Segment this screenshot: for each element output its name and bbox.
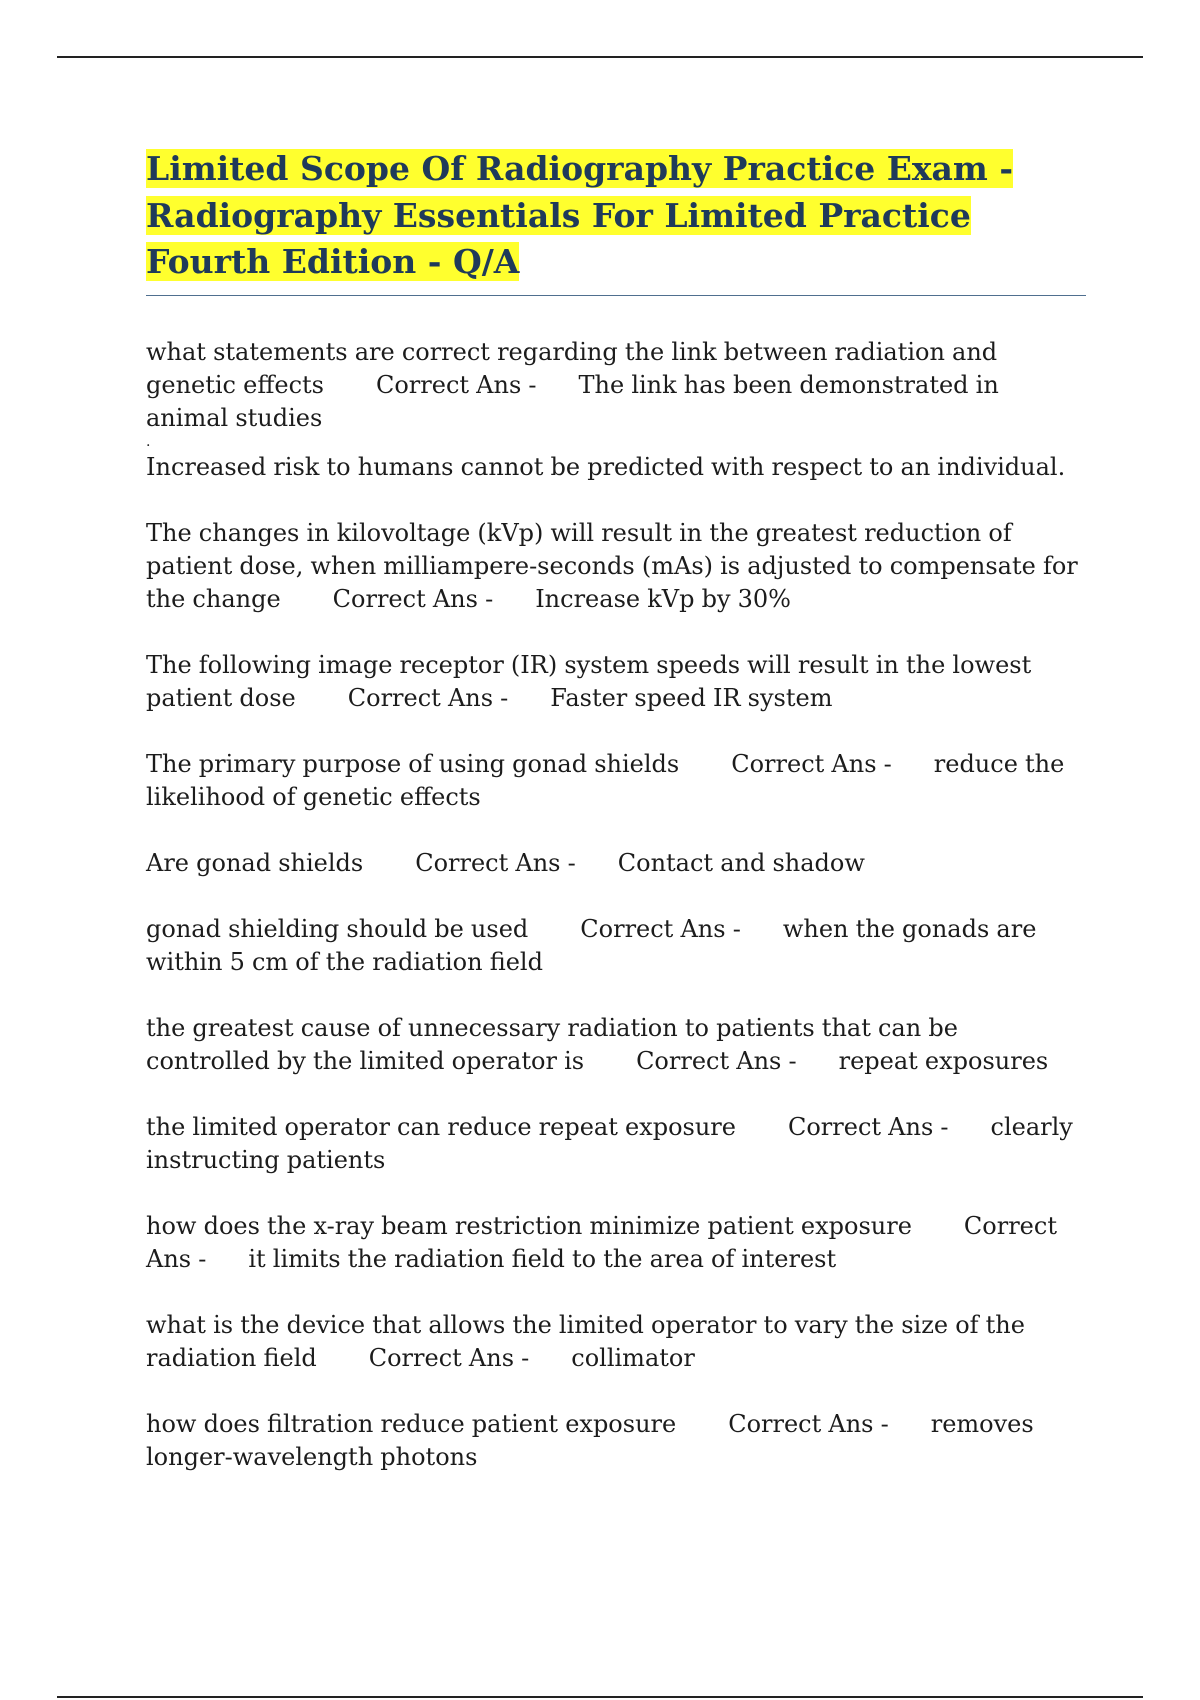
qa-item: [146, 1408, 1086, 1474]
qa-item: [146, 1111, 1086, 1177]
question-text: The following image receptor (IR) system speeds will result in the lowest patient dose: [146, 650, 1032, 712]
answer-text: it limits the radiation field to the area of interest: [248, 1244, 837, 1273]
title-line: Limited Scope Of Radiography Practice Exam -: [146, 149, 1014, 188]
question-text: The changes in kilovoltage (kVp) will result in the greatest reduction of patient dose, when milliampere-seconds (mAs) is adjusted to compensate for the change: [146, 518, 1078, 613]
answer-text: Faster speed IR system: [550, 683, 833, 712]
qa-item: [146, 1309, 1086, 1375]
qa-item: [146, 847, 1086, 880]
qa-item: [146, 336, 1086, 484]
answer-marker: Correct Ans -: [731, 749, 892, 778]
qa-item: [146, 649, 1086, 715]
question-text: Are gonad shields: [146, 848, 364, 877]
answer-text: The link has been demonstrated in animal studies: [146, 370, 999, 432]
question-text: how does filtration reduce patient exposure: [146, 1409, 677, 1438]
title-line: Fourth Edition - Q/A: [146, 242, 520, 281]
answer-text: removes longer-wavelength photons: [146, 1409, 1034, 1471]
answer-marker: Correct Ans -: [728, 1409, 889, 1438]
question-text: what is the device that allows the limited operator to vary the size of the radiation field: [146, 1310, 1025, 1372]
answer-extra: Increased risk to humans cannot be predicted with respect to an individual.: [146, 452, 1066, 481]
answer-marker: Correct Ans -: [332, 584, 494, 613]
document-title: [146, 146, 1086, 286]
answer-marker: Correct Ans -: [636, 1046, 797, 1075]
answer-marker: Correct Ans -: [375, 370, 537, 399]
question-text: what statements are correct regarding the link between radiation and genetic effects: [146, 337, 998, 399]
question-text: the greatest cause of unnecessary radiation to patients that can be controlled by the limited operator is: [146, 1013, 958, 1075]
qa-item: [146, 748, 1086, 814]
title-underline: [146, 295, 1086, 296]
answer-text: Contact and shadow: [617, 848, 865, 877]
footer-rule: [57, 1696, 1143, 1698]
answer-marker: Correct Ans -: [787, 1112, 949, 1141]
header-rule: [57, 56, 1143, 58]
qa-item: [146, 517, 1086, 616]
answer-text: reduce the likelihood of genetic effects: [146, 749, 1065, 811]
document-body: [146, 146, 1086, 1507]
answer-marker: Correct Ans -: [415, 848, 576, 877]
answer-text: when the gonads are within 5 cm of the radiation field: [146, 914, 1037, 976]
qa-list: [146, 336, 1086, 1474]
answer-text: repeat exposures: [838, 1046, 1049, 1075]
qa-item: [146, 913, 1086, 979]
answer-marker: Correct Ans -: [368, 1343, 530, 1372]
answer-marker: Correct Ans -: [347, 683, 509, 712]
question-text: The primary purpose of using gonad shields: [146, 749, 680, 778]
answer-marker: Correct Ans -: [580, 914, 741, 943]
answer-marker: Correct Ans -: [146, 1211, 1057, 1273]
stray-dot: .: [146, 433, 151, 450]
answer-text: collimator: [571, 1343, 695, 1372]
title-line: Radiography Essentials For Limited Practice: [146, 195, 971, 235]
qa-item: [146, 1012, 1086, 1078]
qa-item: [146, 1210, 1086, 1276]
answer-text: clearly instructing patients: [146, 1112, 1073, 1174]
question-text: gonad shielding should be used: [146, 914, 529, 943]
answer-text: Increase kVp by 30%: [535, 584, 791, 613]
question-text: how does the x-ray beam restriction minimize patient exposure: [146, 1211, 912, 1240]
question-text: the limited operator can reduce repeat exposure: [146, 1112, 736, 1141]
